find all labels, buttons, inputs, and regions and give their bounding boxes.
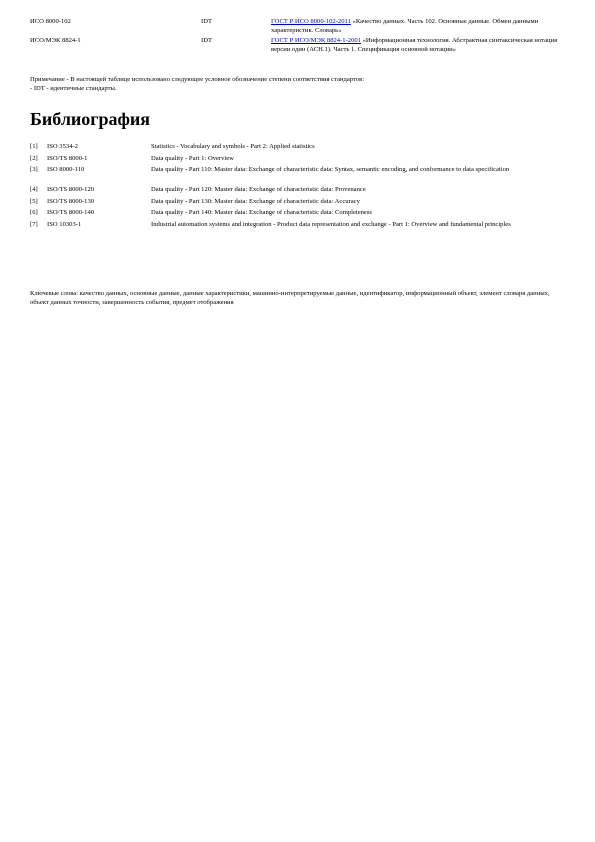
table-row (30, 18, 570, 37)
bib-number: [7] (30, 220, 38, 228)
national-standard-title: «Информационная технология. Абстрактная синтаксическая нотация версии один (АСН.1). Часть 1. Спецификация основной нотации» (271, 37, 558, 53)
conformity-degree: IDT (201, 37, 212, 44)
bib-standard-ref: ISO/TS 8000-130 (47, 197, 95, 205)
bib-standard-title: Statistics - Vocabulary and symbols - Part 2: Applied statistics (151, 143, 315, 150)
bib-number: [5] (30, 197, 38, 205)
table-row (30, 37, 570, 65)
bibliography-list (30, 143, 570, 241)
note-line: - IDT - идентичные стандарты. (30, 84, 117, 92)
bib-standard-title: Data quality - Part 1: Overview (151, 154, 234, 162)
bib-standard-title: Data quality - Part 130: Master data: Exchange of characteristic data: Accuracy (151, 197, 360, 205)
list-item (30, 198, 570, 210)
national-standard-title: «Качество данных. Часть 102. Основные данные. Обмен данными характеристик. Словарь» (271, 18, 539, 34)
note-line: Примечание - В настоящей таблице использовано следующее условное обозначение степени соответствия стандартов: (30, 76, 365, 83)
standard-ref: ИСО/МЭК 8824-1 (30, 37, 81, 44)
bibliography-title: Библиография (30, 109, 151, 129)
bib-standard-title: Data quality - Part 140: Master data: Exchange of characteristic data: Completeness (151, 209, 372, 216)
bib-standard-ref: ISO/TS 8000-120 (47, 186, 95, 193)
list-item (30, 186, 570, 198)
bib-number: [1] (30, 143, 38, 150)
national-standard (271, 18, 563, 35)
bib-standard-ref: ISO 3534-2 (47, 143, 78, 150)
table-note (30, 76, 570, 93)
list-item (30, 143, 570, 155)
bib-standard-ref: ISO/TS 8000-1 (47, 154, 88, 162)
keywords-paragraph: Ключевые слова: качество данных, основные данные, данные характеристики, машинно-интерпретируемые данные, идентификатор, информационный объект, элемент словаря данных, объект данных точности, завершенность события, предмет отображения (30, 290, 550, 306)
bib-standard-title: Data quality - Part 120: Master data: Exchange of characteristic data: Provenance (151, 186, 366, 193)
bib-number: [6] (30, 209, 38, 216)
list-item (30, 209, 570, 221)
bib-number: [2] (30, 154, 38, 162)
bib-number: [3] (30, 166, 38, 173)
correspondence-table (30, 18, 570, 65)
bib-standard-ref: ISO/TS 8000-140 (47, 209, 95, 216)
bib-standard-ref: ISO 8000-110 (47, 166, 85, 173)
conformity-degree: IDT (201, 18, 212, 25)
list-item (30, 155, 570, 167)
gost-link[interactable]: ГОСТ Р ИСО 8000-102-2011 (271, 18, 351, 25)
gost-link[interactable]: ГОСТ Р ИСО/МЭК 8824-1-2001 (271, 37, 361, 44)
list-item (30, 221, 570, 241)
bib-standard-ref: ISO 10303-1 (47, 220, 82, 228)
bib-standard-title: Industrial automation systems and integration - Product data representation and exchange - Part 1: Overview and fundamental principles (151, 220, 511, 228)
standard-ref: ИСО 8000-102 (30, 18, 71, 25)
bib-standard-title: Data quality - Part 110: Master data: Exchange of characteristic data: Syntax, semantic encoding, and conformance to data specification (151, 166, 510, 173)
national-standard (271, 37, 563, 54)
bib-number: [4] (30, 186, 38, 193)
list-item (30, 166, 570, 186)
